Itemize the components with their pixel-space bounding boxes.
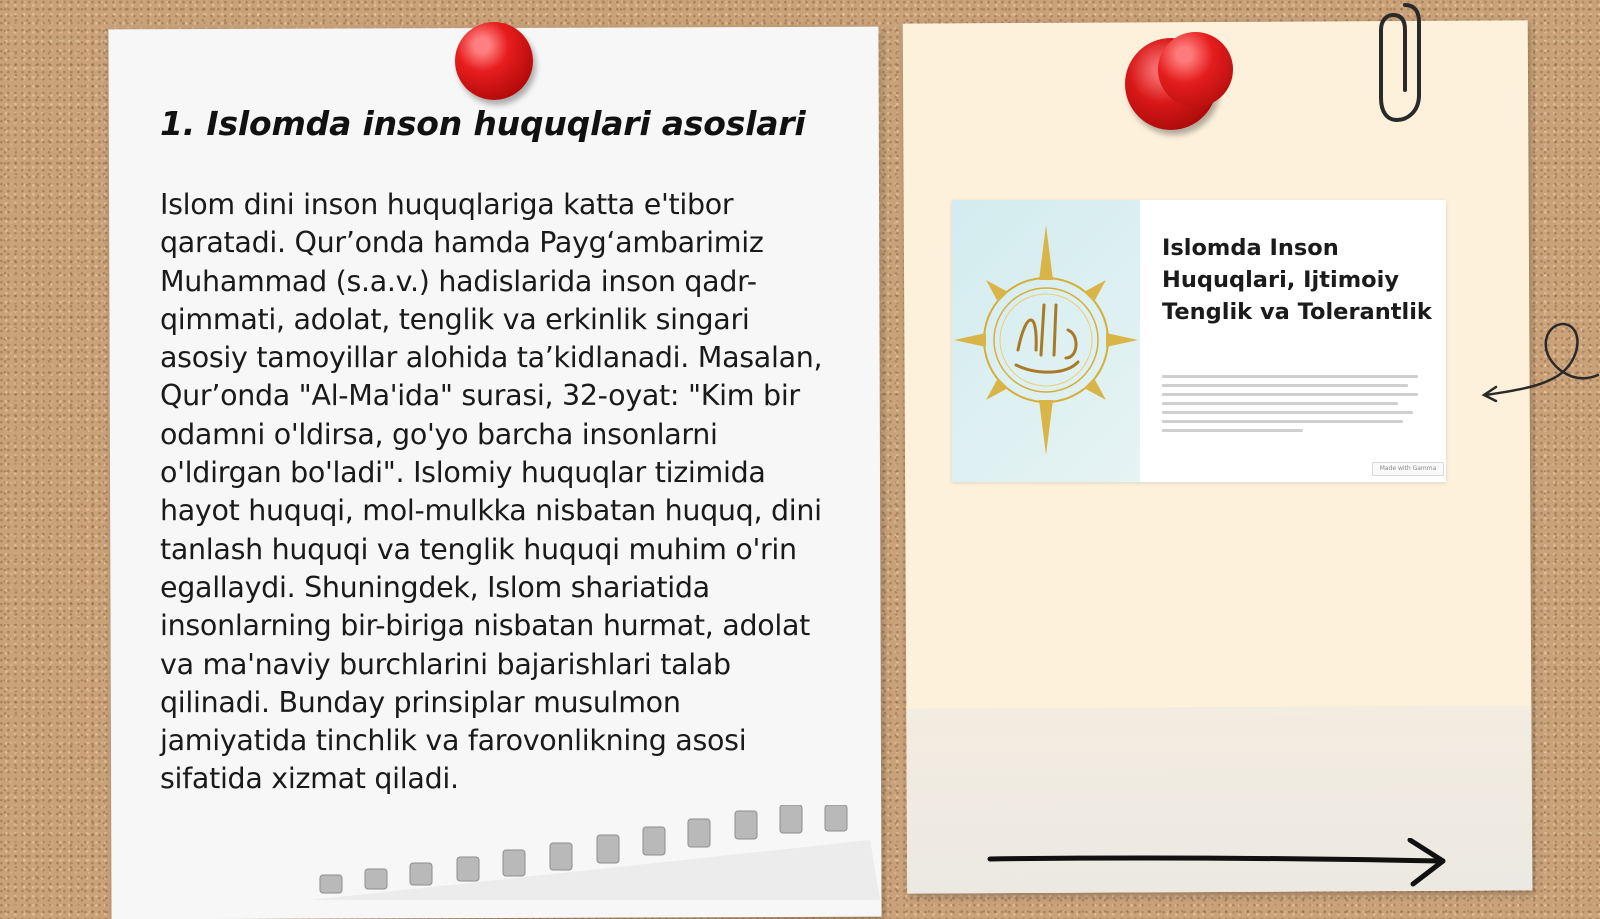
slide-body-text: Islom dini inson huquqlariga katta e'tibor qaratadi. Qur’onda hamda Payg‘ambarimiz Muhammad (s.a.v.) hadislarida inson qadr-qimmati, adolat, tenglik va erkinlik singari asosiy tamoyillar alohida ta’kidlanadi. Masalan, Qur’onda "Al-Ma'ida" surasi, 32-oyat: "Kim bir odamni o'ldirsa, go'yo barcha insonlarni o'ldirgan bo'ladi". Islomiy huquqlar tizimida hayot huquqi, mol-mulkka nisbatan huquq, dini tanlash huquqi va tenglik huquqi muhim o'rin egallaydi. Shuningdek, Islom shariatida insonlarning bir-biriga nisbatan hurmat, adolat va ma'naviy burchlarini bajarishlari talab qilinadi. Bunday prinsiplar musulmon jamiyatida tinchlik va farovonlikning asosi sifatida xizmat qiladi. bbox=[160, 188, 823, 796]
paperclip-icon bbox=[1375, 0, 1425, 125]
red-pushpin-icon bbox=[455, 22, 533, 100]
loop-arrow-doodle-icon bbox=[1480, 315, 1600, 405]
card-description-placeholder-lines bbox=[1162, 375, 1418, 438]
right-arrow-icon[interactable] bbox=[985, 838, 1450, 898]
torn-notebook-edge-decoration bbox=[310, 805, 880, 900]
red-pushpin-icon bbox=[1158, 32, 1233, 107]
card-title: Islomda Inson Huquqlari, Ijtimoiy Tenglik va Tolerantlik bbox=[1162, 235, 1432, 325]
made-with-gamma-badge[interactable]: Made with Gamma bbox=[1372, 462, 1444, 476]
islamic-calligraphy-emblem-icon bbox=[952, 200, 1140, 482]
slide-title: 1. Islomda inson huquqlari asoslari bbox=[160, 104, 806, 143]
presentation-preview-card[interactable] bbox=[952, 200, 1446, 482]
